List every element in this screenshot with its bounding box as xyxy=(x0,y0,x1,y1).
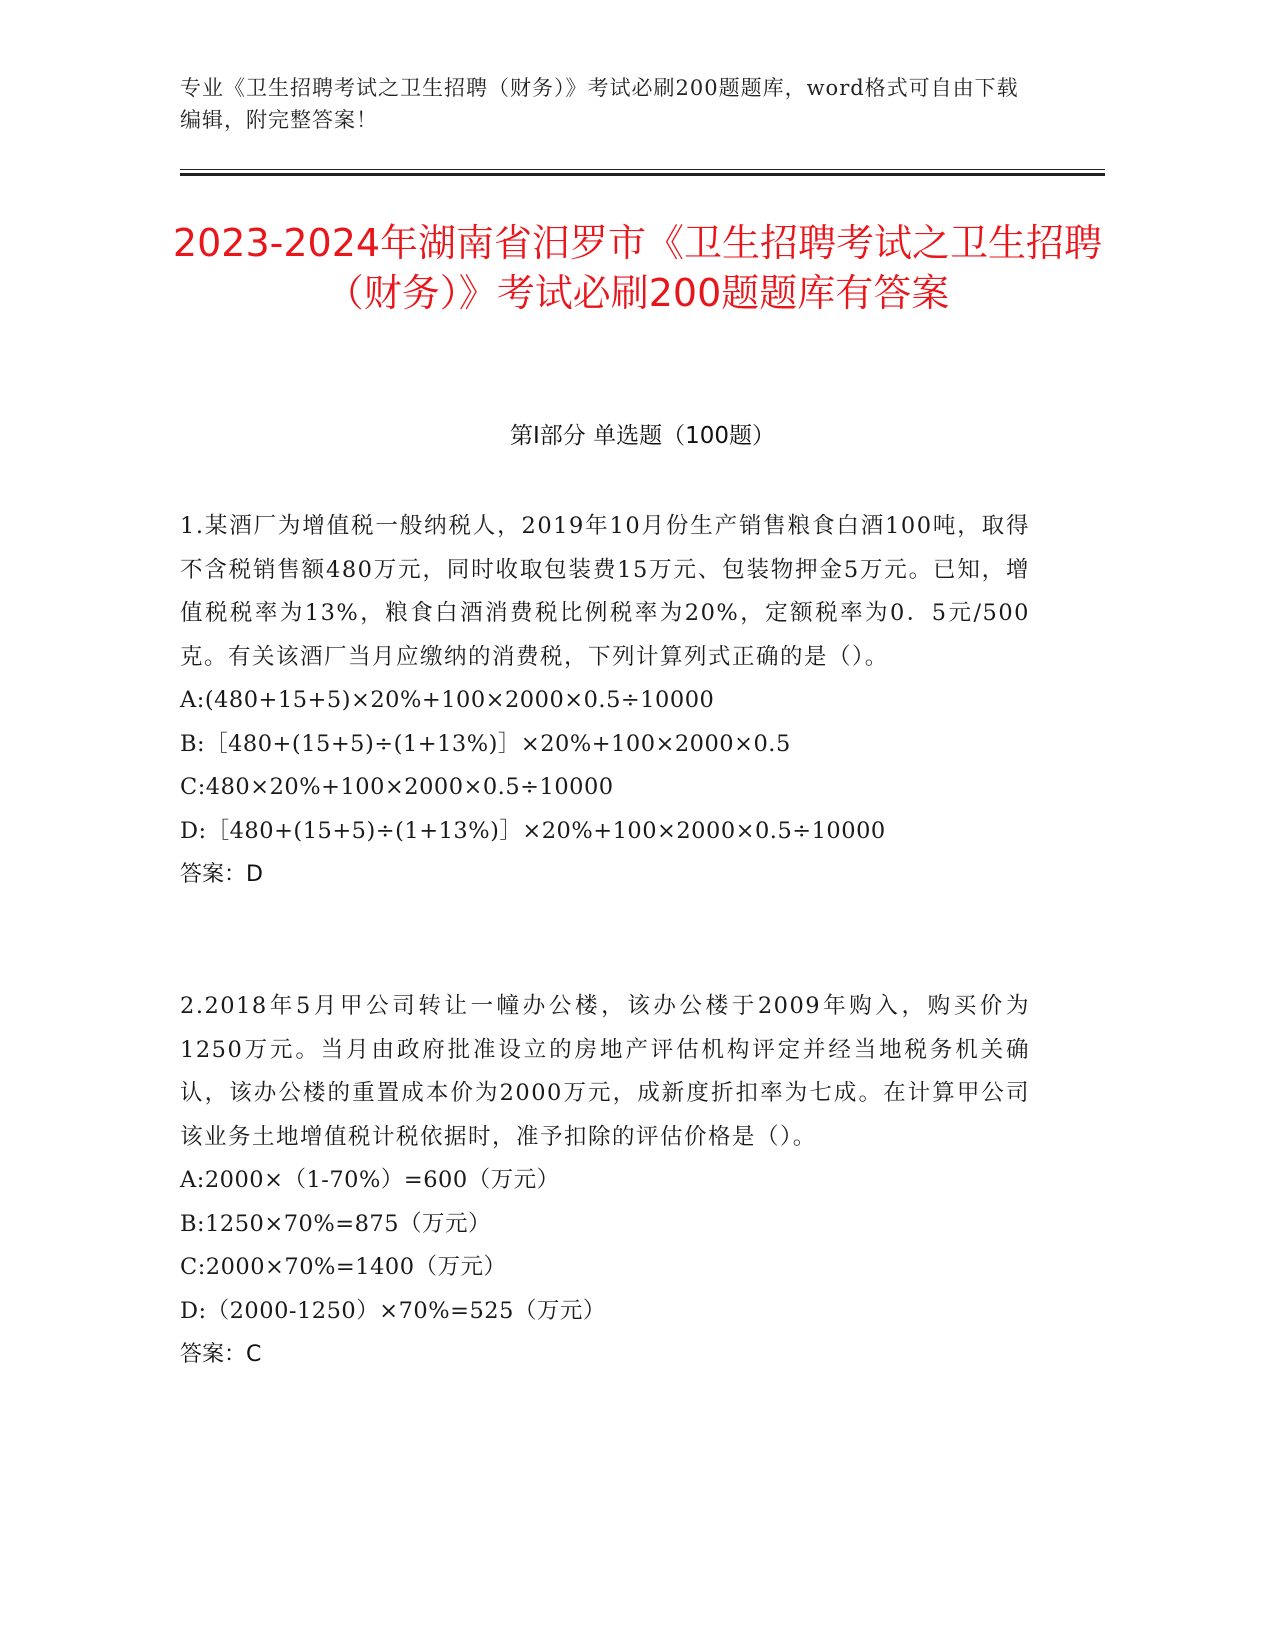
option-d: D:（2000-1250）×70%=525（万元） xyxy=(180,1297,606,1324)
header-note: 专业《卫生招聘考试之卫生招聘（财务）》考试必刷200题题库，word格式可自由下载编辑，附完整答案！ xyxy=(180,76,1019,132)
option-d: D:［480+(15+5)÷(1+13%)］×20%+100×2000×0.5÷10000 xyxy=(180,817,886,844)
question-block xyxy=(180,985,1030,1377)
option-c: C:480×20%+100×2000×0.5÷10000 xyxy=(180,774,614,800)
question-stem: 2.2018年5月甲公司转让一幢办公楼，该办公楼于2009年购入，购买价为1250万元。当月由政府批准设立的房地产评估机构评定并经当地税务机关确认，该办公楼的重置成本价为2000万元，成新度折扣率为七成。在计算甲公司该业务土地增值税计税依据时，准予扣除的评估价格是（）。 xyxy=(180,993,1030,1150)
answer-line: 答案：C xyxy=(180,1342,262,1367)
question-block xyxy=(180,505,1030,897)
option-a: A:2000×（1-70%）=600（万元） xyxy=(180,1167,560,1193)
document-title: 2023-2024年湖南省汨罗市《卫生招聘考试之卫生招聘（财务）》考试必刷200题题库有答案 xyxy=(172,221,1103,315)
option-b: B:［480+(15+5)÷(1+13%)］×20%+100×2000×0.5 xyxy=(180,730,791,757)
option-b: B:1250×70%=875（万元） xyxy=(180,1210,492,1237)
option-c: C:2000×70%=1400（万元） xyxy=(180,1254,507,1280)
section-title: 第Ⅰ部分 单选题（100题） xyxy=(510,423,775,449)
option-a: A:(480+15+5)×20%+100×2000×0.5÷10000 xyxy=(180,687,715,713)
question-stem: 1.某酒厂为增值税一般纳税人，2019年10月份生产销售粮食白酒100吨，取得不含税销售额480万元，同时收取包装费15万元、包装物押金5万元。已知，增值税税率为13%，粮食白酒消费税比例税率为20%，定额税率为0．5元/500克。有关该酒厂当月应缴纳的消费税，下列计算列式正确的是（）。 xyxy=(180,513,1030,670)
header-divider-thick xyxy=(180,173,1105,176)
header-divider-thin xyxy=(180,169,1105,170)
answer-line: 答案：D xyxy=(180,862,263,887)
